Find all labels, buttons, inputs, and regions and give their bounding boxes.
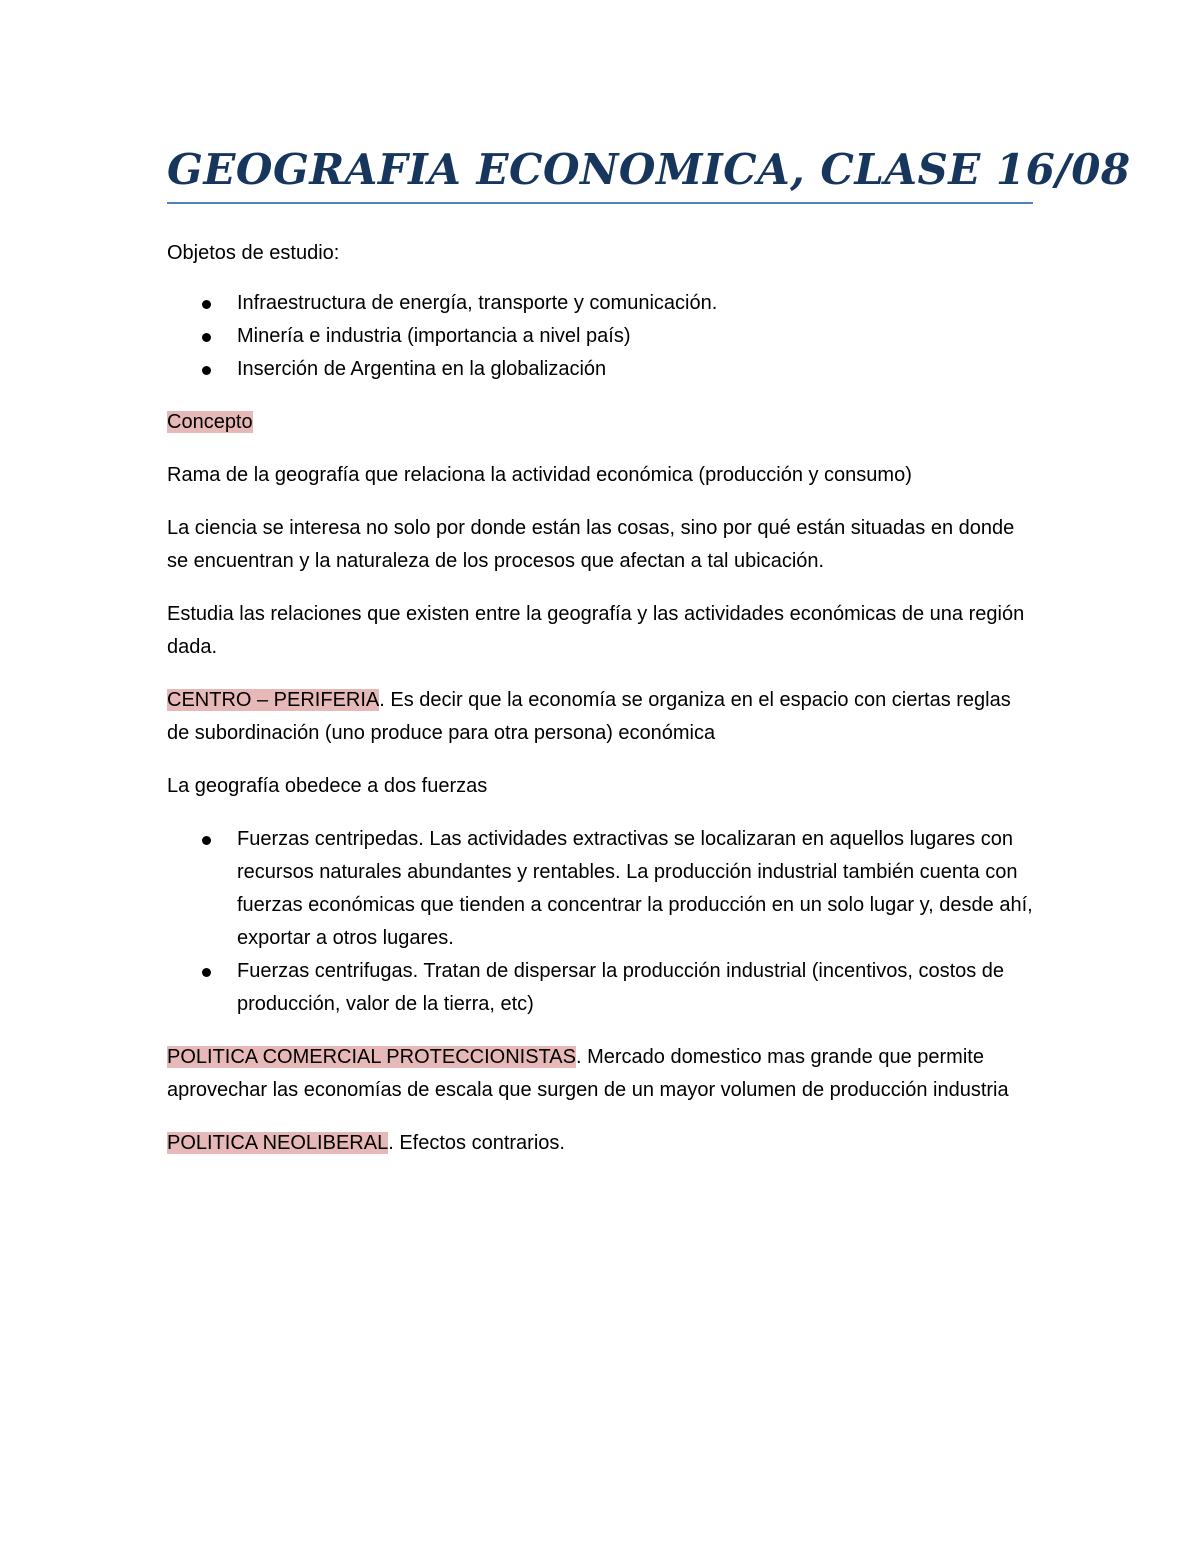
list-item <box>167 287 1033 320</box>
objetos-list <box>167 287 1033 386</box>
list-item <box>167 320 1033 353</box>
title-underline <box>167 202 1033 204</box>
list-item-text: Inserción de Argentina en la globalización <box>237 358 607 380</box>
fuerzas-list <box>167 823 1033 1021</box>
list-item-text: Fuerzas centripedas. Las actividades extractivas se localizaran en aquellos lugares con recursos naturales abundantes y rentables. La producción industrial también cuenta con fuerzas económicas que tienden a concentrar la producción en un solo lugar y, desde ahí, exportar a otros lugares. <box>237 828 1033 949</box>
list-item-text: Fuerzas centrifugas. Tratan de dispersar la producción industrial (incentivos, costos de producción, valor de la tierra, etc) <box>237 960 1005 1015</box>
list-item <box>167 955 1033 1021</box>
centro-periferia-label: CENTRO – PERIFERIA <box>167 689 380 711</box>
politica-neoliberal-text: . Efectos contrarios. <box>388 1132 565 1154</box>
estudia-paragraph: Estudia las relaciones que existen entre la geografía y las actividades económicas de una región dada. <box>167 603 1025 658</box>
bullet-icon <box>202 300 211 309</box>
list-item <box>167 353 1033 386</box>
politica-neoliberal-paragraph <box>167 1127 1033 1160</box>
list-item <box>167 823 1033 955</box>
concepto-heading: Concepto <box>167 411 253 433</box>
centro-periferia-text: . Es decir que la economía se organiza en el espacio con ciertas reglas de subordinación (uno produce para otra persona) económica <box>167 689 1011 744</box>
politica-proteccionista-text: . Mercado domestico mas grande que permite aprovechar las economías de escala que surgen de un mayor volumen de producción industria <box>167 1046 1009 1101</box>
politica-neoliberal-label: POLITICA NEOLIBERAL <box>167 1132 389 1154</box>
bullet-icon <box>202 333 211 342</box>
bullet-icon <box>202 836 211 845</box>
list-item-text: Minería e industria (importancia a nivel país) <box>237 325 631 347</box>
concepto-paragraph <box>167 406 1033 439</box>
bullet-icon <box>202 366 211 375</box>
ciencia-paragraph: La ciencia se interesa no solo por donde están las cosas, sino por qué están situadas en donde se encuentran y la naturaleza de los procesos que afectan a tal ubicación. <box>167 517 1015 572</box>
bullet-icon <box>202 968 211 977</box>
politica-proteccionista-paragraph <box>167 1041 1033 1107</box>
objetos-label: Objetos de estudio: <box>167 242 340 264</box>
concepto-definition: Rama de la geografía que relaciona la actividad económica (producción y consumo) <box>167 464 912 486</box>
document-page <box>167 140 1131 1180</box>
politica-proteccionista-label: POLITICA COMERCIAL PROTECCIONISTAS <box>167 1046 576 1068</box>
list-item-text: Infraestructura de energía, transporte y comunicación. <box>237 292 718 314</box>
document-title: GEOGRAFIA ECONOMICA, CLASE 16/08 <box>167 145 1131 194</box>
centro-periferia-paragraph <box>167 684 1033 750</box>
fuerzas-intro: La geografía obedece a dos fuerzas <box>167 775 488 797</box>
